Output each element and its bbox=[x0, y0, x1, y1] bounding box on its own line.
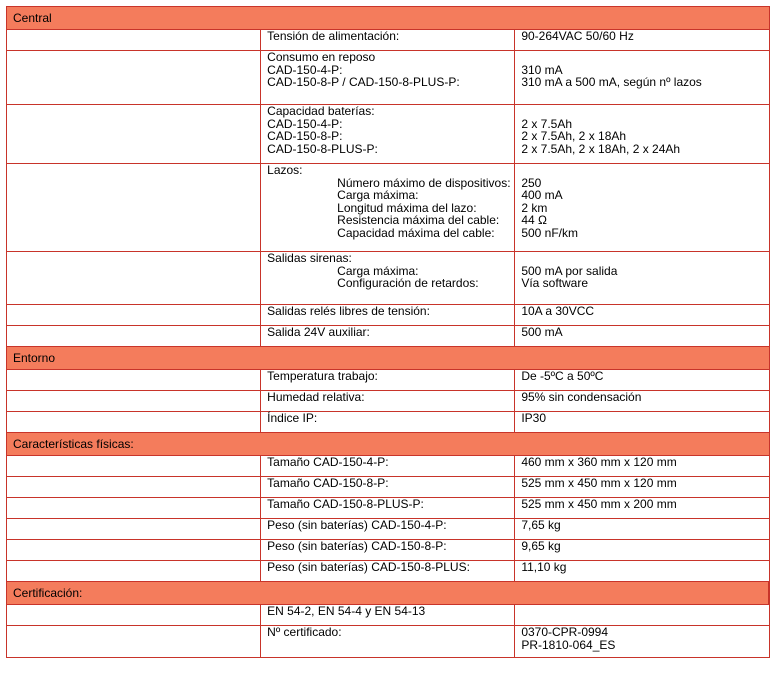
section-header-certificacion bbox=[7, 582, 770, 605]
row-label: Humedad relativa: bbox=[267, 390, 365, 404]
table-row bbox=[7, 105, 770, 164]
row-value: 500 mA bbox=[521, 325, 563, 339]
row-label: CAD-150-4-P: bbox=[267, 116, 343, 131]
row-value: 400 mA bbox=[521, 188, 563, 202]
row-value: IP30 bbox=[521, 411, 546, 425]
row-label: Índice IP: bbox=[267, 411, 318, 425]
table-row bbox=[7, 519, 770, 540]
row-label: Consumo en reposo bbox=[267, 50, 376, 64]
row-label: CAD-150-4-P: bbox=[267, 62, 343, 77]
row-label: CAD-150-8-PLUS-P: bbox=[267, 141, 378, 156]
table-row bbox=[7, 412, 770, 433]
row-value: 310 mA bbox=[521, 62, 563, 77]
row-value: 7,65 kg bbox=[521, 518, 561, 532]
row-value: Vía software bbox=[521, 276, 589, 290]
table-row bbox=[7, 30, 770, 51]
row-value: 2 x 7.5Ah, 2 x 18Ah, 2 x 24Ah bbox=[521, 141, 681, 156]
table-row bbox=[7, 605, 770, 626]
row-label: CAD-150-8-P / CAD-150-8-PLUS-P: bbox=[267, 75, 460, 89]
row-value: 2 x 7.5Ah, 2 x 18Ah bbox=[521, 129, 627, 143]
row-label: Peso (sin baterías) CAD-150-4-P: bbox=[267, 518, 447, 532]
table-row bbox=[7, 477, 770, 498]
row-label: EN 54-2, EN 54-4 y EN 54-13 bbox=[267, 604, 426, 618]
row-value: 90-264VAC 50/60 Hz bbox=[521, 29, 634, 43]
row-value: 44 Ω bbox=[521, 213, 547, 227]
row-label: Peso (sin baterías) CAD-150-8-PLUS: bbox=[267, 560, 470, 574]
row-value: 310 mA a 500 mA, según nº lazos bbox=[521, 75, 702, 89]
section-header-caracteristicas bbox=[7, 433, 770, 456]
row-value: 2 km bbox=[521, 200, 548, 215]
row-label: Longitud máxima del lazo: bbox=[337, 200, 477, 215]
section-title: Características físicas: bbox=[7, 433, 770, 456]
row-label: Carga máxima: bbox=[337, 263, 419, 278]
row-label: Número máximo de dispositivos: bbox=[337, 175, 511, 190]
table-row bbox=[7, 326, 770, 347]
table-row bbox=[7, 164, 770, 252]
row-value: 525 mm x 450 mm x 200 mm bbox=[521, 497, 677, 511]
row-value: PR-1810-064_ES bbox=[521, 637, 616, 652]
spec-table bbox=[6, 6, 770, 658]
table-row bbox=[7, 252, 770, 305]
row-label: Configuración de retardos: bbox=[337, 276, 479, 290]
table-row bbox=[7, 391, 770, 412]
row-label: Resistencia máxima del cable: bbox=[337, 213, 500, 227]
table-row bbox=[7, 561, 770, 582]
row-value: 2 x 7.5Ah bbox=[521, 116, 573, 131]
table-row bbox=[7, 456, 770, 477]
row-label: Salidas relés libres de tensión: bbox=[267, 304, 430, 318]
row-label: Tamaño CAD-150-8-PLUS-P: bbox=[267, 497, 424, 511]
row-value: 10A a 30VCC bbox=[521, 304, 595, 318]
row-label: Peso (sin baterías) CAD-150-8-P: bbox=[267, 539, 447, 553]
row-value: 250 bbox=[521, 175, 542, 190]
row-label: Carga máxima: bbox=[337, 188, 419, 202]
row-label: Lazos: bbox=[267, 163, 303, 177]
row-value: 460 mm x 360 mm x 120 mm bbox=[521, 455, 677, 469]
row-label: Tensión de alimentación: bbox=[267, 29, 400, 43]
row-value: 9,65 kg bbox=[521, 539, 561, 553]
table-row bbox=[7, 498, 770, 519]
row-label: Temperatura trabajo: bbox=[267, 369, 378, 383]
section-header-entorno bbox=[7, 347, 770, 370]
row-value: 11,10 kg bbox=[521, 560, 567, 574]
row-label: Tamaño CAD-150-4-P: bbox=[267, 455, 389, 469]
table-row bbox=[7, 540, 770, 561]
row-label: Capacidad máxima del cable: bbox=[337, 225, 495, 240]
table-row bbox=[7, 626, 770, 658]
row-value: 500 mA por salida bbox=[521, 263, 618, 278]
row-value: De -5ºC a 50ºC bbox=[521, 369, 604, 383]
row-value: 500 nF/km bbox=[521, 225, 579, 240]
row-label: Salida 24V auxiliar: bbox=[267, 325, 370, 339]
row-label: Capacidad baterías: bbox=[267, 104, 375, 118]
table-row bbox=[7, 51, 770, 105]
row-label: Nº certificado: bbox=[267, 625, 342, 639]
row-label: Salidas sirenas: bbox=[267, 251, 352, 265]
section-title: Certificación: bbox=[7, 582, 770, 605]
row-label: CAD-150-8-P: bbox=[267, 129, 343, 143]
table-row bbox=[7, 370, 770, 391]
section-title: Central bbox=[7, 7, 770, 30]
table-row bbox=[7, 305, 770, 326]
section-title: Entorno bbox=[7, 347, 770, 370]
row-value: 95% sin condensación bbox=[521, 390, 642, 404]
row-value: 525 mm x 450 mm x 120 mm bbox=[521, 476, 677, 490]
row-value: 0370-CPR-0994 bbox=[521, 625, 609, 639]
row-label: Tamaño CAD-150-8-P: bbox=[267, 476, 389, 490]
section-header-central bbox=[7, 7, 770, 30]
